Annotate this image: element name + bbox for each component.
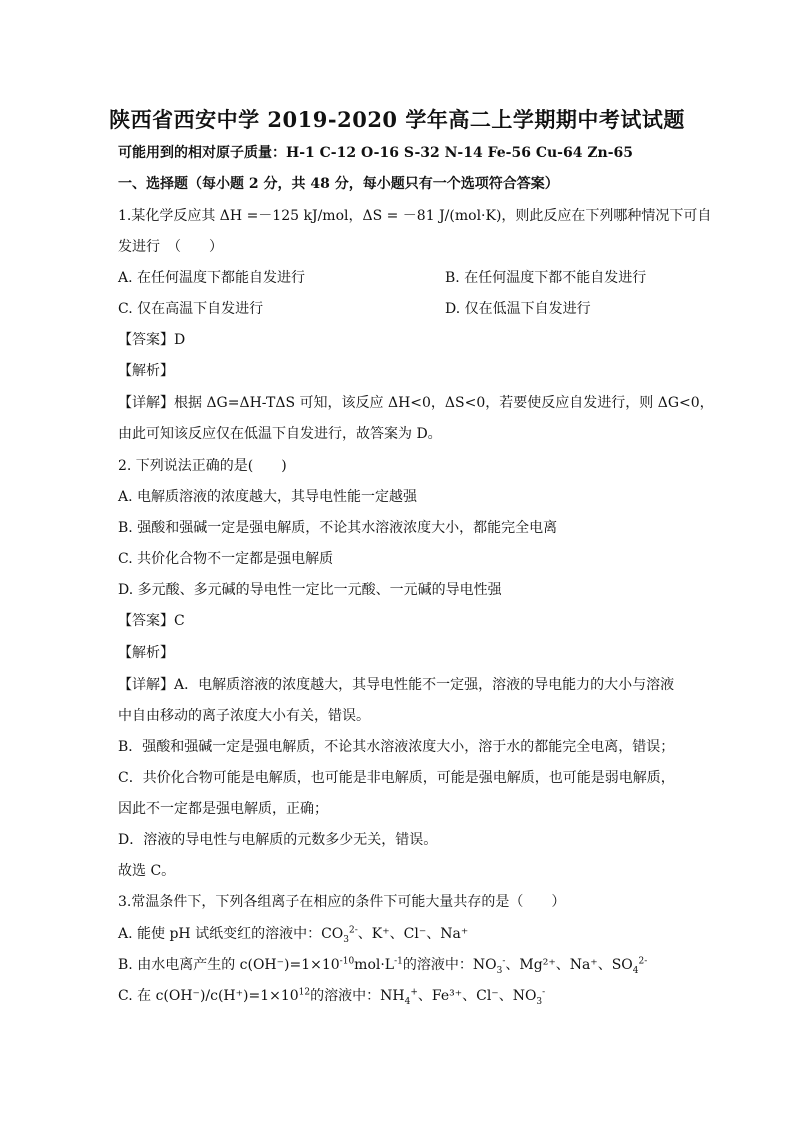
- q3-option-c-prefix: C. 在 c(OH⁻)/c(H⁺)=1×10: [118, 988, 299, 1004]
- q3-option-c: [118, 986, 545, 1006]
- atomic-masses-line: 可能用到的相对原子质量：H-1 C-12 O-16 S-32 N-14 Fe-56 Cu-64 Zn-65: [118, 145, 634, 161]
- q3-option-a-rest: 、K⁺、Cl⁻、Na⁺: [357, 926, 469, 942]
- q3-option-c-sub1: 4: [404, 996, 411, 1007]
- q2-option-c: C. 共价化合物不一定都是强电解质: [118, 551, 334, 567]
- q3-option-b: [118, 955, 647, 975]
- exam-title: 陕西省西安中学 2019-2020 学年高二上学期期中考试试题: [109, 107, 685, 132]
- q2-detail-b: B．强酸和强碱一定是强电解质，不论其水溶液浓度大小，溶于水的都能完全电离，错误；: [118, 739, 675, 755]
- q2-option-a: A. 电解质溶液的浓度越大，其导电性能一定越强: [118, 489, 418, 505]
- q2-stem: 2. 下列说法正确的是( ): [118, 458, 287, 474]
- q3-stem: 3.常温条件下，下列各组离子在相应的条件下可能大量共存的是（ ）: [118, 894, 566, 910]
- q2-option-d: D. 多元酸、多元碱的导电性一定比一元酸、一元碱的导电性强: [118, 582, 502, 598]
- q1-stem-line2: 发进行 （ ）: [118, 239, 223, 255]
- q3-option-c-sup1: +: [410, 987, 418, 998]
- q3-option-c-exp: 12: [298, 987, 311, 998]
- q1-detail-line2: 由此可知该反应仅在低温下自发进行，故答案为 D。: [118, 426, 442, 442]
- q2-answer: 【答案】C: [118, 613, 185, 629]
- q2-analysis-label: 【解析】: [118, 645, 174, 661]
- q2-detail-d: D．溶液的导电性与电解质的元数多少无关，错误。: [118, 832, 438, 848]
- q3-option-a-sup: 2-: [349, 925, 358, 936]
- q2-detail-a-line1: 【详解】A．电解质溶液的浓度越大，其导电性能不一定强，溶液的导电能力的大小与溶液: [118, 677, 675, 693]
- q3-option-b-mid: 的溶液中：NO: [402, 957, 497, 973]
- q2-detail-a-line2: 中自由移动的离子浓度大小有关，错误。: [118, 708, 370, 724]
- q3-option-b-prefix: B. 由水电离产生的 c(OH⁻)=1×10: [118, 957, 340, 973]
- q1-option-c: C. 仅在高温下自发进行: [118, 301, 264, 317]
- q1-analysis-label: 【解析】: [118, 363, 174, 379]
- q3-option-b-exp: -10: [339, 956, 355, 967]
- q3-option-b-exp2: -1: [394, 956, 403, 967]
- q3-option-b-sub2: 4: [632, 965, 639, 976]
- q2-detail-c-line2: 因此不一定都是强电解质，正确；: [118, 801, 328, 817]
- q3-option-a: [118, 924, 468, 944]
- q3-option-c-sub2: 3: [536, 996, 543, 1007]
- q3-option-c-sup2: -: [542, 987, 546, 998]
- q3-option-b-sup2: 2-: [638, 956, 648, 967]
- q3-option-b-sup1: -: [502, 956, 506, 967]
- section-heading: 一、选择题（每小题 2 分，共 48 分，每小题只有一个选项符合答案）: [118, 176, 559, 192]
- q1-detail-line1: 【详解】根据 ΔG=ΔH-TΔS 可知，该反应 ΔH<0，ΔS<0，若要使反应自发进行，则 ΔG<0，: [118, 395, 714, 411]
- q3-option-a-prefix: A. 能使 pH 试纸变红的溶液中：CO: [118, 926, 344, 942]
- q1-option-d: D. 仅在低温下自发进行: [445, 301, 591, 317]
- q3-option-b-sub1: 3: [496, 965, 503, 976]
- q3-option-c-mid: 的溶液中：NH: [310, 988, 405, 1004]
- q2-conclusion: 故选 C。: [118, 863, 176, 879]
- q3-option-c-mid2: 、Fe³⁺、Cl⁻、NO: [417, 988, 537, 1004]
- q3-option-b-mid2: 、Mg²⁺、Na⁺、SO: [505, 957, 633, 973]
- q1-answer: 【答案】D: [118, 332, 186, 348]
- q2-option-b: B. 强酸和强碱一定是强电解质，不论其水溶液浓度大小，都能完全电离: [118, 520, 558, 536]
- q3-option-a-sub: 3: [343, 934, 350, 945]
- q3-option-b-unit: mol·L: [354, 957, 395, 973]
- q1-stem-line1: 1.某化学反应其 ΔH =－125 kJ/mol，ΔS = －81 J/(mol·K)，则此反应在下列哪种情况下可自: [118, 208, 712, 224]
- q1-option-a: A. 在任何温度下都能自发进行: [118, 270, 306, 286]
- q1-option-b: B. 在任何温度下都不能自发进行: [445, 270, 647, 286]
- q2-detail-c-line1: C．共价化合物可能是电解质，也可能是非电解质，可能是强电解质，也可能是弱电解质，: [118, 770, 675, 786]
